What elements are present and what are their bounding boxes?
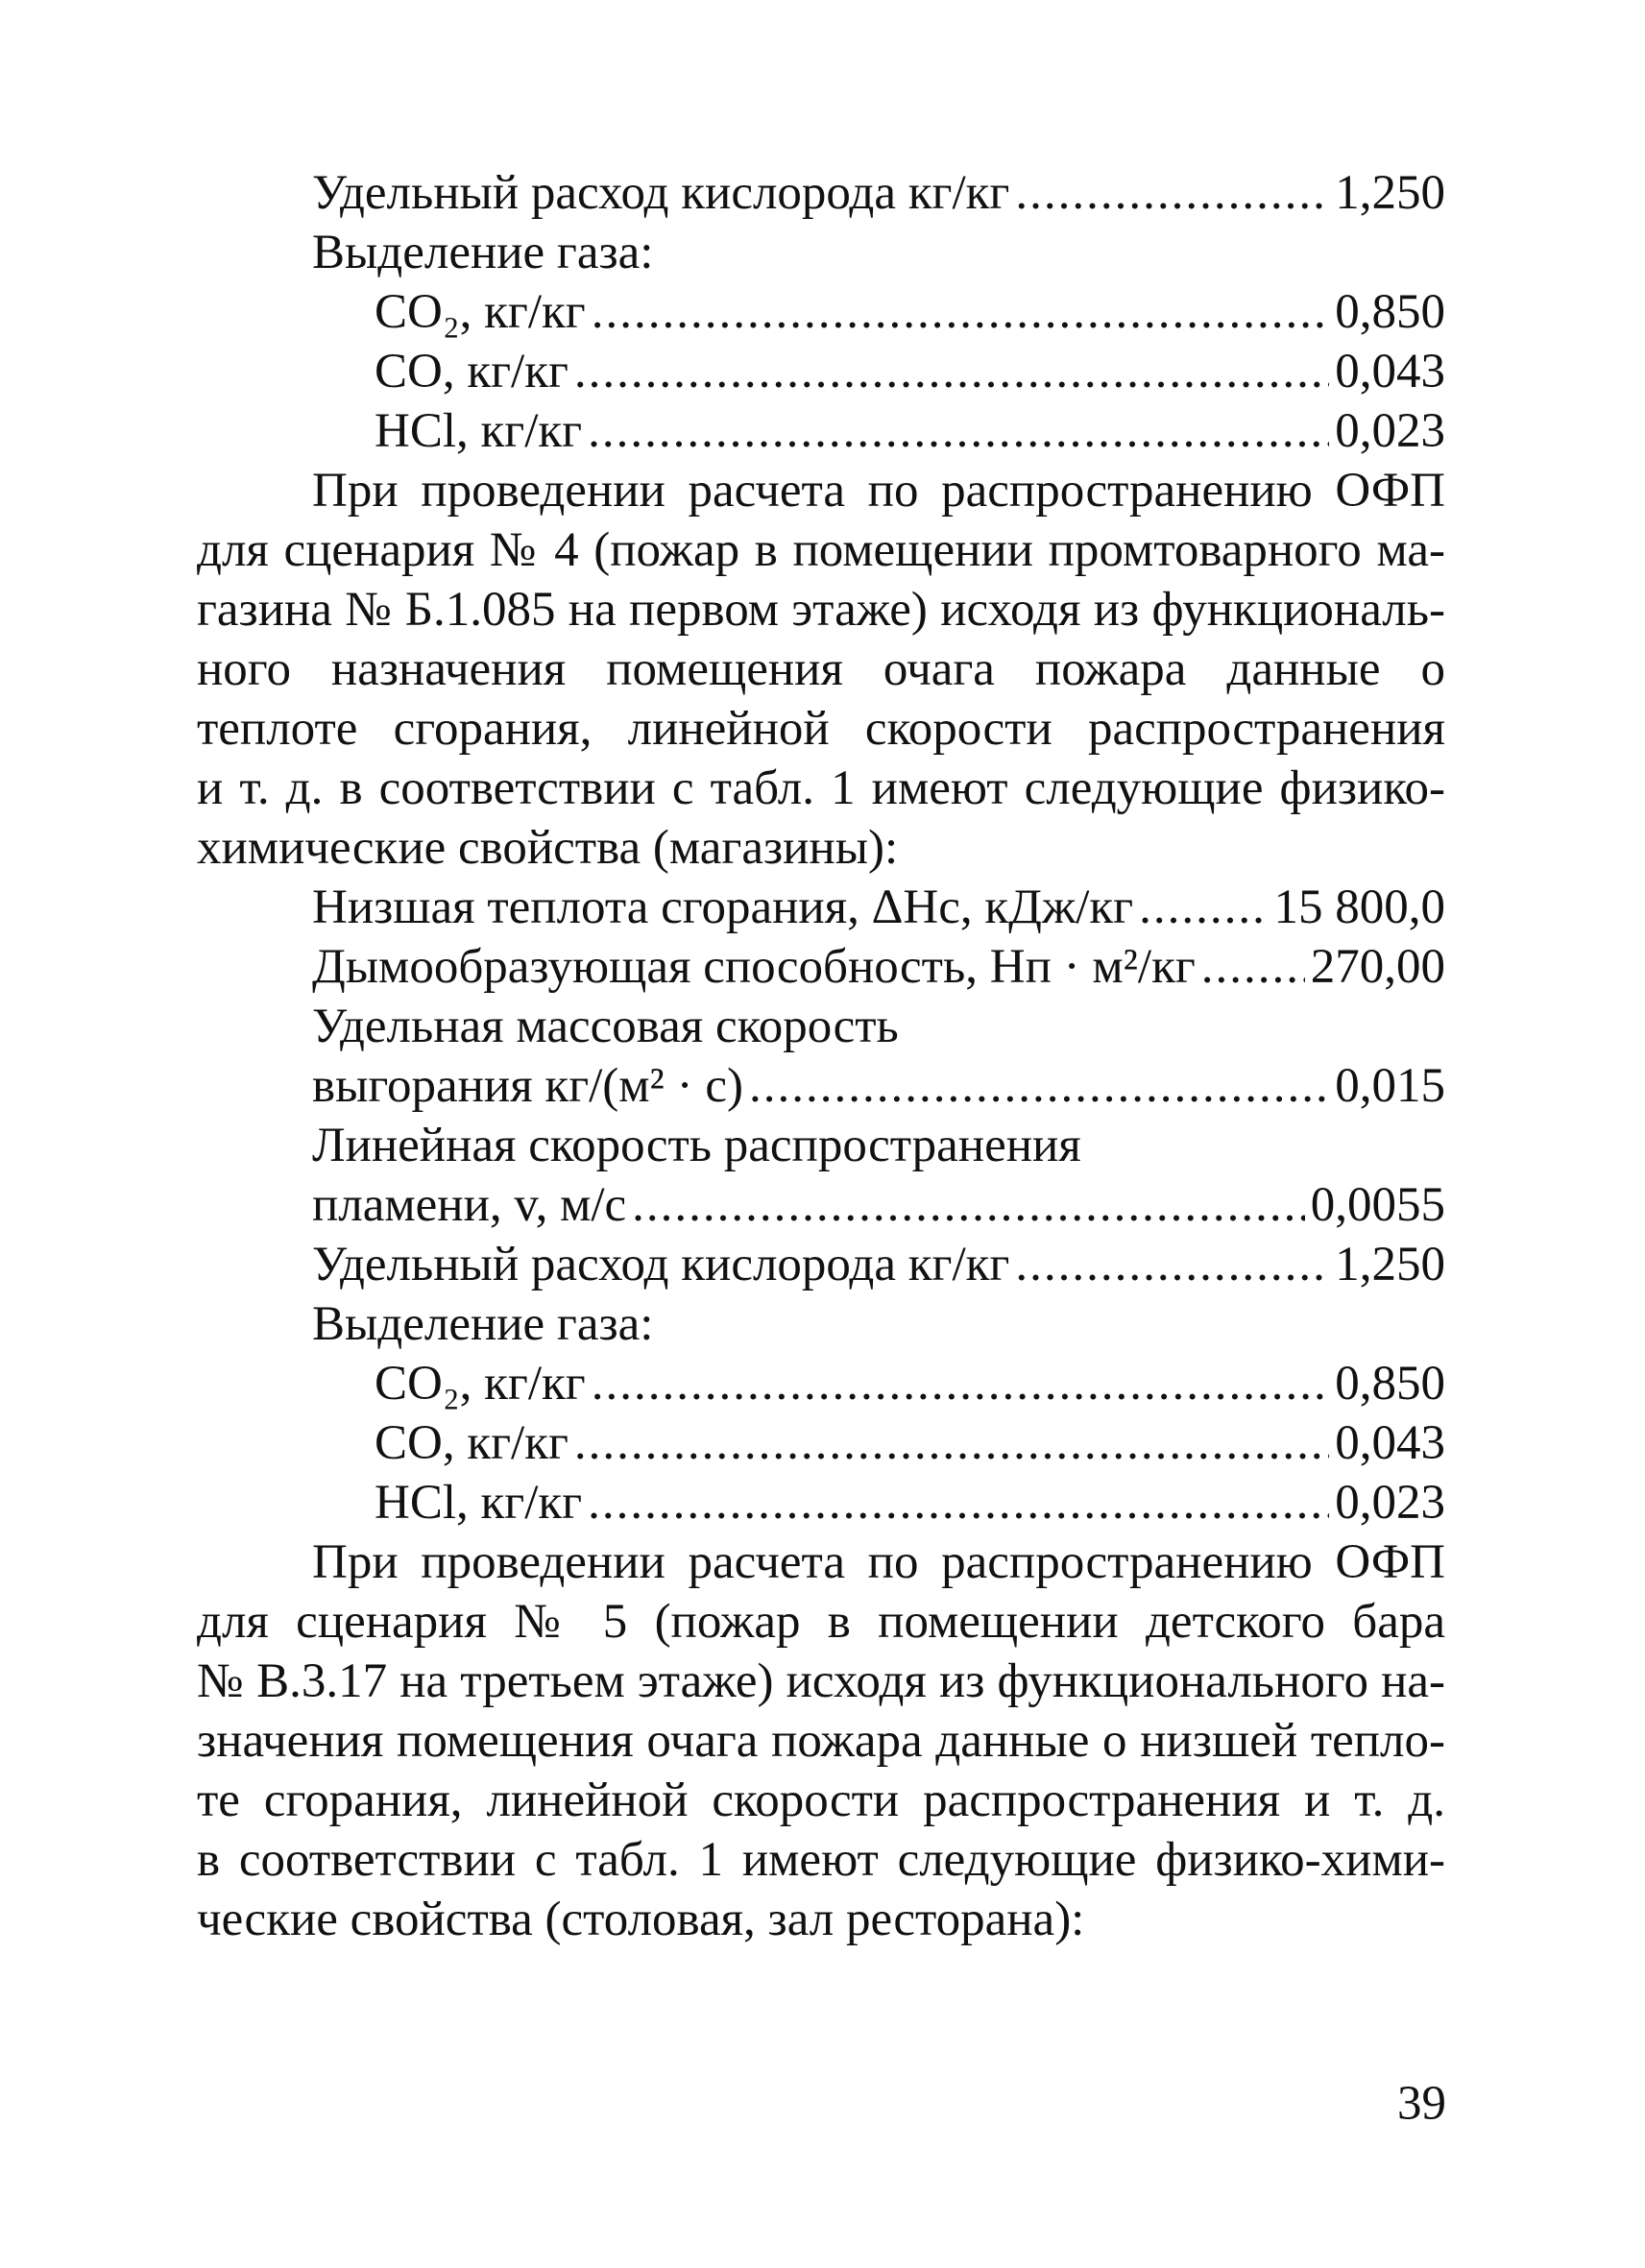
paragraph-line: При проведении расчета по распространению ОФП	[312, 1535, 1445, 1589]
heat-of-combustion-row	[197, 878, 1445, 937]
paragraph-scenario-5	[197, 1532, 1445, 1949]
row-value: 0,850	[1335, 285, 1445, 339]
row-value: 0,023	[1335, 1476, 1445, 1530]
co-row	[197, 1413, 1445, 1473]
flame-speed-row	[197, 1175, 1445, 1235]
row-value: 1,250	[1335, 1238, 1445, 1291]
co-row	[197, 342, 1445, 401]
dot-leader	[592, 282, 1330, 342]
row-value: 0,043	[1335, 345, 1445, 398]
dot-leader	[1201, 937, 1305, 997]
paragraph-line: и т. д. в соответствии с табл. 1 имеют следующие физико-	[197, 761, 1445, 815]
row-label: выгорания кг/(м² · с)	[312, 1059, 743, 1113]
row-value: 0,0055	[1310, 1178, 1445, 1232]
row-label: HCl, кг/кг	[375, 1476, 583, 1530]
page-number: 39	[1397, 2077, 1446, 2131]
paragraph-line: для сценария № 4 (пожар в помещении промтоварного ма-	[197, 523, 1445, 577]
row-label: Удельный расход кислорода кг/кг	[312, 166, 1010, 220]
oxygen-consumption-row	[197, 163, 1445, 223]
paragraph-scenario-4	[197, 461, 1445, 878]
dot-leader	[588, 1473, 1329, 1532]
paragraph-line: те сгорания, линейной скорости распространения и т. д.	[197, 1773, 1445, 1827]
paragraph-line: При проведении расчета по распространению ОФП	[312, 464, 1445, 518]
page-content	[197, 163, 1445, 1949]
dot-leader	[1139, 878, 1268, 937]
dot-leader	[574, 342, 1329, 401]
dot-leader	[592, 1354, 1330, 1413]
row-value: 0,023	[1335, 404, 1445, 458]
paragraph-line: № В.3.17 на третьем этаже) исходя из функционального на-	[197, 1654, 1445, 1708]
row-value: 0,015	[1335, 1059, 1445, 1113]
gas-emission-heading: Выделение газа:	[312, 1297, 654, 1351]
co2-row	[197, 282, 1445, 342]
row-label: CO, кг/кг	[375, 345, 568, 398]
row-label: CO₂, кг/кг	[375, 285, 586, 339]
dot-leader	[632, 1175, 1305, 1235]
burn-rate-row	[197, 1056, 1445, 1116]
paragraph-line: газина № Б.1.085 на первом этаже) исходя из функциональ-	[197, 583, 1445, 637]
co2-row	[197, 1354, 1445, 1413]
paragraph-line: химические свойства (магазины):	[197, 821, 899, 875]
row-value: 0,043	[1335, 1416, 1445, 1470]
hcl-row	[197, 401, 1445, 461]
paragraph-line: для сценария № 5 (пожар в помещении детского бара	[197, 1595, 1445, 1649]
dot-leader	[1015, 163, 1329, 223]
row-value: 270,00	[1310, 940, 1445, 994]
hcl-row	[197, 1473, 1445, 1532]
row-label: пламени, v, м/с	[312, 1178, 627, 1232]
flame-speed-title: Линейная скорость распространения	[312, 1119, 1081, 1172]
dot-leader	[574, 1413, 1329, 1473]
paragraph-line: в соответствии с табл. 1 имеют следующие физико-хими-	[197, 1833, 1445, 1887]
smoke-generation-row	[197, 937, 1445, 997]
row-label: Дымообразующая способность, Нп · м²/кг	[312, 940, 1196, 994]
row-value: 15 800,0	[1273, 881, 1445, 934]
dot-leader	[749, 1056, 1329, 1116]
row-label: Удельный расход кислорода кг/кг	[312, 1238, 1010, 1291]
paragraph-line: значения помещения очага пожара данные о низшей тепло-	[197, 1714, 1445, 1768]
row-label: CO₂, кг/кг	[375, 1357, 586, 1411]
paragraph-line: ческие свойства (столовая, зал ресторана):	[197, 1893, 1085, 1946]
row-label: CO, кг/кг	[375, 1416, 568, 1470]
paragraph-line: ного назначения помещения очага пожара данные о	[197, 642, 1445, 696]
oxygen-consumption-row	[197, 1235, 1445, 1294]
dot-leader	[1015, 1235, 1329, 1294]
paragraph-line: теплоте сгорания, линейной скорости распространения	[197, 702, 1445, 756]
row-value: 0,850	[1335, 1357, 1445, 1411]
row-value: 1,250	[1335, 166, 1445, 220]
row-label: Низшая теплота сгорания, ΔHс, кДж/кг	[312, 881, 1134, 934]
gas-emission-heading: Выделение газа:	[312, 226, 654, 279]
row-label: HCl, кг/кг	[375, 404, 583, 458]
dot-leader	[588, 401, 1329, 461]
burn-rate-title: Удельная массовая скорость	[312, 1000, 899, 1053]
